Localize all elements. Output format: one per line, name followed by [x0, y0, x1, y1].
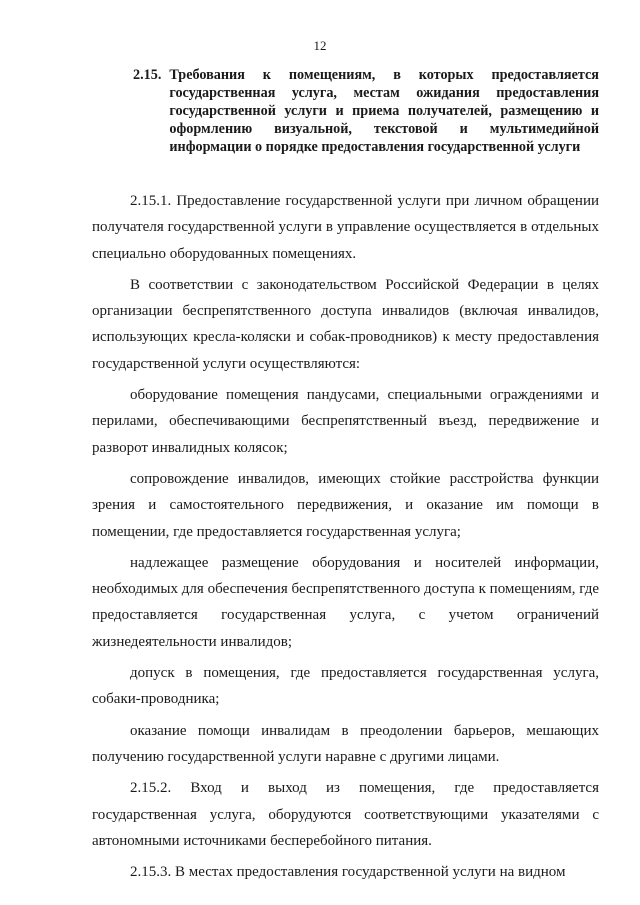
list-item-guide-dog: допуск в помещения, где предоставляется государственная услуга, собаки-проводника;	[92, 665, 599, 708]
list-item-equipment-placement: надлежащее размещение оборудования и носителей информации, необходимых для обеспечения беспрепятственного доступа к помещениям, где предоставляется государственная услуга, с учетом ограничений жизнедеятельности инвалидов;	[92, 554, 599, 650]
list-item-escort: сопровождение инвалидов, имеющих стойкие расстройства функции зрения и самостоятельного передвижения, и оказание им помощи в помещении, где предоставляется государственная услуга;	[92, 470, 599, 540]
section-title: Требования к помещениям, в которых предоставляется государственная услуга, местам ожидания предоставления государственной услуги и приема получателей, размещению и оформлению визуальной, текстовой и мультимедийной информации о порядке предоставления государственной услуги	[169, 67, 599, 155]
document-body	[92, 188, 599, 890]
list-item-ramps: оборудование помещения пандусами, специальными ограждениями и перилами, обеспечивающими беспрепятственный въезд, передвижение и разворот инвалидных колясок;	[92, 387, 599, 456]
list-item-barrier-assistance: оказание помощи инвалидам в преодолении барьеров, мешающих получению государственной услуги наравне с другими лицами.	[92, 722, 599, 765]
section-number: 2.15.	[133, 67, 162, 83]
paragraph-2-15-3: 2.15.3. В местах предоставления государственной услуги на видном	[130, 864, 566, 881]
section-heading	[133, 66, 599, 156]
page-number: 12	[313, 38, 327, 53]
paragraph-2-15-1: 2.15.1. Предоставление государственной услуги при личном обращении получателя государственной услуги в управление осуществляется в отдельных специально оборудованных помещениях.	[92, 193, 599, 262]
paragraph-accessibility-intro: В соответствии с законодательством Российской Федерации в целях организации беспрепятственного доступа инвалидов (включая инвалидов, использующих кресла-коляски и собак-проводников) к месту предоставления государственной услуги осуществляются:	[92, 276, 599, 372]
paragraph-2-15-2: 2.15.2. Вход и выход из помещения, где предоставляется государственная услуга, оборудуются соответствующими указателями с автономными источниками бесперебойного питания.	[92, 780, 599, 849]
